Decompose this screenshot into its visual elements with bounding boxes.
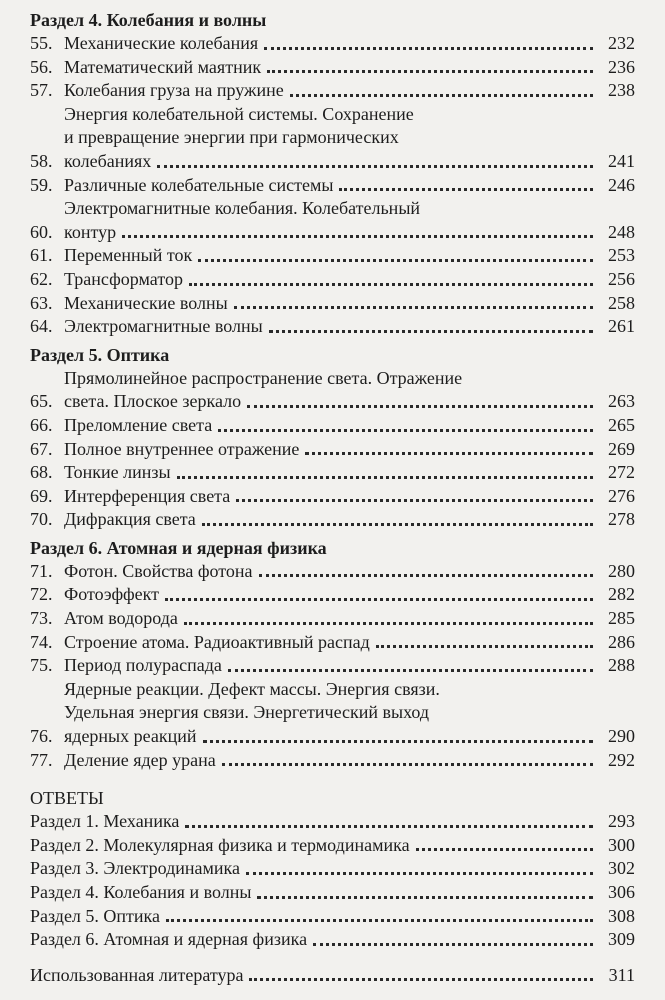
dot-leader [305, 452, 593, 455]
dot-leader [185, 825, 593, 828]
page-number: 248 [608, 221, 635, 242]
entry-title: Использованная литература [30, 964, 244, 985]
page-number: 285 [608, 608, 635, 629]
entry-last-line [64, 292, 635, 316]
entry-number: 68. [30, 462, 53, 483]
entry-title-line: Электромагнитные волны [64, 316, 263, 337]
entry-number: 58. [30, 150, 53, 171]
answers-title: ОТВЕТЫ [30, 788, 104, 809]
toc-entry[interactable] [30, 367, 635, 414]
section-4-list [30, 32, 635, 339]
entry-last-line [64, 654, 635, 678]
page-number: 232 [608, 33, 635, 53]
toc-entry[interactable] [30, 32, 635, 56]
page-number: 269 [608, 438, 635, 459]
section-5-list [30, 367, 635, 532]
page-number: 256 [608, 268, 635, 289]
entry-title-line: Удельная энергия связи. Энергетический выход [64, 702, 430, 723]
page-number: 272 [608, 462, 635, 483]
entry-title-line: Деление ядер урана [64, 749, 216, 770]
entry-title-line: Атом водорода [64, 608, 178, 629]
section-4-title: Раздел 4. Колебания и волны [30, 10, 267, 30]
dot-leader [228, 669, 593, 672]
page-number: 246 [608, 174, 635, 195]
dot-leader [290, 94, 593, 97]
page-number: 263 [608, 391, 635, 412]
entry-body [64, 438, 635, 462]
toc-entry[interactable] [30, 583, 635, 607]
entry-body [64, 32, 635, 56]
toc-entry[interactable] [30, 79, 635, 103]
entry-title: Раздел 6. Атомная и ядерная физика [30, 929, 308, 950]
page-number: 308 [608, 905, 635, 926]
dot-leader [236, 499, 593, 502]
toc-entry[interactable] [30, 292, 635, 316]
entry-body [64, 56, 635, 80]
entry-title-line: Различные колебательные системы [64, 174, 334, 195]
answer-entry[interactable] [30, 834, 635, 858]
dot-leader [157, 165, 593, 168]
toc-entry[interactable] [30, 174, 635, 198]
entry-body [64, 678, 635, 749]
answers-list [30, 810, 635, 952]
page-number: 282 [608, 584, 635, 605]
section-6-list [30, 560, 635, 772]
answer-entry[interactable] [30, 928, 635, 952]
page-number: 290 [608, 726, 635, 747]
page-number: 258 [608, 292, 635, 313]
entry-body [64, 583, 635, 607]
entry-body [64, 560, 635, 584]
page-number: 286 [608, 631, 635, 652]
entry-title-line: Полное внутреннее отражение [64, 438, 300, 459]
entry-number: 66. [30, 414, 53, 435]
entry-number: 71. [30, 560, 53, 581]
toc-entry[interactable] [30, 508, 635, 532]
dot-leader [376, 645, 593, 648]
page-number: 300 [608, 834, 635, 855]
entry-title-line: Механические колебания [64, 33, 259, 53]
entry-title-line: и превращение энергии при гармонических [64, 127, 399, 148]
entry-title-line: колебаниях [64, 150, 152, 171]
entry-body [64, 485, 635, 509]
entry-title-line: Интерференция света [64, 485, 231, 506]
toc-entry[interactable] [30, 315, 635, 339]
entry-last-line [64, 174, 635, 198]
entry-last-line [64, 390, 635, 414]
dot-leader [166, 919, 593, 922]
entry-last-line [64, 79, 635, 103]
toc-content [30, 8, 635, 987]
dot-leader [189, 283, 593, 286]
entry-title: Раздел 1. Механика [30, 811, 180, 832]
dot-leader [246, 872, 593, 875]
page-number: 302 [608, 858, 635, 879]
entry-body [64, 197, 635, 244]
entry-title: Раздел 2. Молекулярная физика и термодинамика [30, 834, 410, 855]
page-number: 309 [608, 929, 635, 950]
entry-last-line [64, 631, 635, 655]
entry-last-line [64, 221, 635, 245]
dot-leader [222, 763, 593, 766]
entry-title-line: света. Плоское зеркало [64, 391, 242, 412]
entry-body [64, 103, 635, 174]
entry-body [64, 367, 635, 414]
dot-leader [259, 574, 593, 577]
toc-entry[interactable] [30, 654, 635, 678]
toc-entry[interactable] [30, 461, 635, 485]
entry-last-line [64, 150, 635, 174]
entry-title-line: Фотоэффект [64, 584, 160, 605]
entry-last-line [64, 315, 635, 339]
entry-number: 67. [30, 438, 53, 459]
entry-number: 73. [30, 608, 53, 629]
dot-leader [218, 429, 593, 432]
page-number: 292 [608, 749, 635, 770]
answer-entry[interactable] [30, 905, 635, 929]
entry-body [64, 414, 635, 438]
entry-body [64, 749, 635, 773]
entry-number: 56. [30, 56, 53, 77]
toc-entry[interactable] [30, 414, 635, 438]
entry-body [64, 79, 635, 103]
entry-body [64, 607, 635, 631]
entry-title-line: Прямолинейное распространение света. Отражение [64, 367, 463, 388]
entry-title-line: Переменный ток [64, 245, 193, 266]
entry-body [64, 315, 635, 339]
toc-entry[interactable] [30, 244, 635, 268]
entry-number: 59. [30, 174, 53, 195]
page-number: 280 [608, 560, 635, 581]
entry-title-line: Тонкие линзы [64, 462, 171, 483]
entry-number: 60. [30, 221, 53, 242]
entry-last-line [64, 508, 635, 532]
entry-body [64, 292, 635, 316]
entry-body [64, 654, 635, 678]
toc-entry[interactable] [30, 103, 635, 174]
entry-last-line [64, 461, 635, 485]
toc-entry[interactable] [30, 268, 635, 292]
entry-title-line: ядерных реакций [64, 726, 197, 747]
entry-title-line: Преломление света [64, 414, 213, 435]
toc-entry[interactable] [30, 631, 635, 655]
page-number: 265 [608, 414, 635, 435]
dot-leader [202, 523, 593, 526]
dot-leader [416, 848, 593, 851]
entry-number: 77. [30, 749, 53, 770]
entry-title-line: Строение атома. Радиоактивный распад [64, 631, 370, 652]
page-number: 236 [608, 56, 635, 77]
entry-number: 65. [30, 391, 53, 412]
entry-number: 75. [30, 655, 53, 676]
entry-number: 69. [30, 485, 53, 506]
entry-last-line [64, 56, 635, 80]
entry-title-line: Математический маятник [64, 56, 262, 77]
toc-entry[interactable] [30, 678, 635, 749]
toc-entry[interactable] [30, 56, 635, 80]
page-number: 253 [608, 245, 635, 266]
dot-leader [269, 330, 593, 333]
entry-number: 76. [30, 726, 53, 747]
entry-body [64, 244, 635, 268]
entry-title: Раздел 3. Электродинамика [30, 858, 241, 879]
entry-number: 63. [30, 292, 53, 313]
entry-title-line: Ядерные реакции. Дефект массы. Энергия связи. [64, 678, 440, 699]
entry-title-line: Трансформатор [64, 268, 183, 289]
dot-leader [247, 405, 593, 408]
page-number: 278 [608, 509, 635, 530]
entry-number: 61. [30, 245, 53, 266]
dot-leader [339, 188, 593, 191]
page-number: 311 [608, 964, 635, 985]
page-number: 261 [608, 316, 635, 337]
toc-entry[interactable] [30, 560, 635, 584]
entry-title-line: Механические волны [64, 292, 228, 313]
entry-title: Раздел 4. Колебания и волны [30, 882, 252, 902]
answer-entry[interactable] [30, 881, 635, 905]
entry-last-line [64, 485, 635, 509]
dot-leader [267, 70, 593, 73]
entry-last-line [64, 438, 635, 462]
page-number: 238 [608, 80, 635, 101]
entry-title-line: контур [64, 221, 117, 242]
dot-leader [177, 476, 593, 479]
entry-last-line [64, 414, 635, 438]
page-number: 293 [608, 811, 635, 832]
entry-last-line [64, 607, 635, 631]
entry-title-line: Дифракция света [64, 509, 196, 530]
entry-title-line: Фотон. Свойства фотона [64, 560, 253, 581]
toc-entry[interactable] [30, 197, 635, 244]
page-number: 276 [608, 485, 635, 506]
page-number: 306 [608, 882, 635, 902]
entry-number: 64. [30, 316, 53, 337]
entry-number: 62. [30, 268, 53, 289]
page-number: 288 [608, 655, 635, 676]
entry-last-line [64, 560, 635, 584]
entry-title-line: Колебания груза на пружине [64, 80, 284, 101]
entry-last-line [64, 32, 635, 56]
toc-entry[interactable] [30, 438, 635, 462]
dot-leader [264, 47, 593, 50]
entry-number: 70. [30, 509, 53, 530]
entry-body [64, 268, 635, 292]
entry-body [64, 174, 635, 198]
answer-entry[interactable] [30, 810, 635, 834]
dot-leader [198, 259, 593, 262]
entry-last-line [64, 749, 635, 773]
page-number: 241 [608, 150, 635, 171]
entry-body [64, 508, 635, 532]
dot-leader [203, 740, 594, 743]
answer-entry[interactable] [30, 857, 635, 881]
dot-leader [234, 306, 593, 309]
entry-number: 72. [30, 584, 53, 605]
entry-title-line: Период полураспада [64, 655, 222, 676]
toc-entry[interactable] [30, 485, 635, 509]
section-6-title: Раздел 6. Атомная и ядерная физика [30, 537, 327, 558]
dot-leader [249, 978, 593, 981]
dot-leader [257, 896, 593, 899]
entry-last-line [64, 268, 635, 292]
entry-number: 57. [30, 80, 53, 101]
dot-leader [313, 943, 593, 946]
entry-number: 74. [30, 631, 53, 652]
dot-leader [184, 622, 593, 625]
entry-body [64, 631, 635, 655]
entry-last-line [64, 725, 635, 749]
entry-title-line: Энергия колебательной системы. Сохранение [64, 103, 414, 124]
entry-last-line [64, 244, 635, 268]
entry-last-line [64, 583, 635, 607]
toc-entry[interactable] [30, 749, 635, 773]
section-5-title: Раздел 5. Оптика [30, 344, 170, 365]
dot-leader [165, 598, 593, 601]
toc-entry-literature[interactable] [30, 964, 635, 988]
entry-number: 55. [30, 33, 53, 53]
dot-leader [122, 235, 593, 238]
toc-entry[interactable] [30, 607, 635, 631]
entry-body [64, 461, 635, 485]
entry-title-line: Электромагнитные колебания. Колебательный [64, 198, 421, 219]
entry-title: Раздел 5. Оптика [30, 905, 161, 926]
